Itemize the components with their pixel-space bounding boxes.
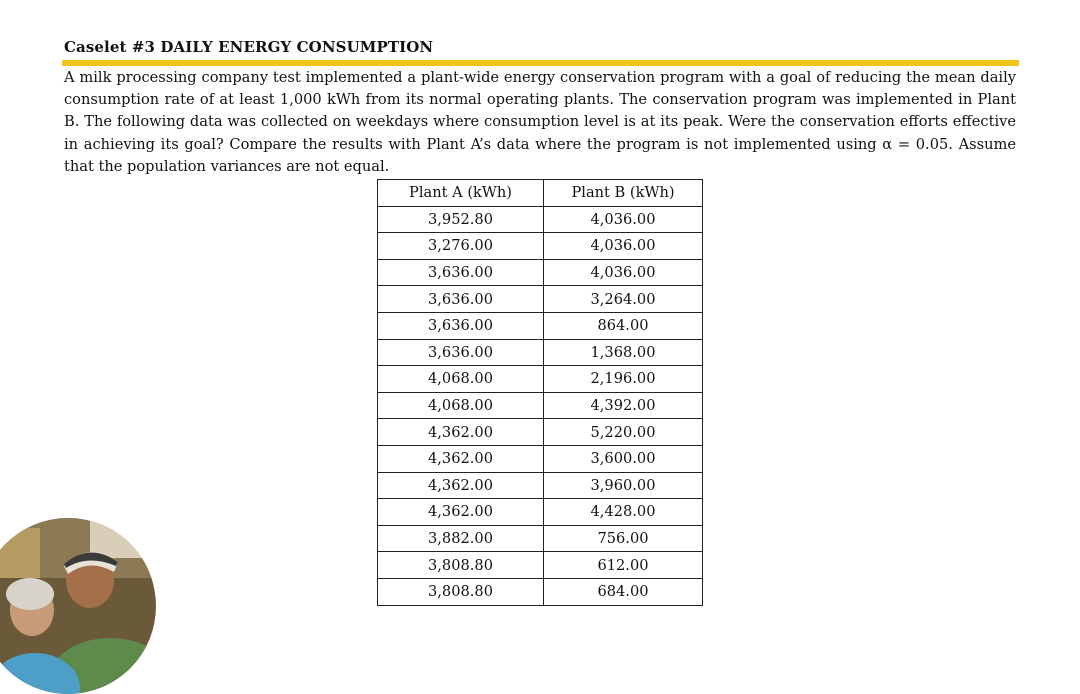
table-row (378, 259, 703, 286)
plant-a-value-cell: 3,808.80 (378, 578, 544, 605)
plant-a-value-cell: 3,276.00 (378, 233, 544, 260)
table-row (378, 392, 703, 419)
table-row (378, 445, 703, 472)
table-row (378, 499, 703, 526)
plant-b-value-cell: 864.00 (544, 312, 703, 339)
table-row (378, 472, 703, 499)
plant-a-value-cell: 3,952.80 (378, 206, 544, 233)
plant-b-value-cell: 4,036.00 (544, 206, 703, 233)
plant-a-value-cell: 3,636.00 (378, 286, 544, 313)
caselet-title: Caselet #3 DAILY ENERGY CONSUMPTION (64, 38, 434, 56)
plant-b-value-cell: 4,428.00 (544, 499, 703, 526)
plant-a-value-cell: 3,636.00 (378, 259, 544, 286)
plant-b-value-cell: 612.00 (544, 552, 703, 579)
table-row (378, 552, 703, 579)
plant-a-value-cell: 4,362.00 (378, 445, 544, 472)
plant-a-value-cell: 3,882.00 (378, 525, 544, 552)
table-row (378, 578, 703, 605)
title-underline-rule (62, 60, 1019, 66)
header-plant-a: Plant A (kWh) (378, 180, 544, 207)
plant-a-value-cell: 4,362.00 (378, 499, 544, 526)
table-row (378, 206, 703, 233)
plant-a-value-cell: 4,068.00 (378, 392, 544, 419)
table-header-row (378, 180, 703, 207)
table-row (378, 366, 703, 393)
table-row (378, 419, 703, 446)
plant-b-value-cell: 684.00 (544, 578, 703, 605)
plant-b-value-cell: 1,368.00 (544, 339, 703, 366)
plant-a-value-cell: 3,636.00 (378, 339, 544, 366)
plant-b-value-cell: 3,264.00 (544, 286, 703, 313)
table-row (378, 525, 703, 552)
plant-b-value-cell: 756.00 (544, 525, 703, 552)
plant-b-value-cell: 4,036.00 (544, 233, 703, 260)
plant-a-value-cell: 4,362.00 (378, 419, 544, 446)
energy-data-table (377, 179, 703, 606)
table-body (378, 206, 703, 605)
header-plant-b: Plant B (kWh) (544, 180, 703, 207)
plant-a-value-cell: 4,068.00 (378, 366, 544, 393)
presenter-photo (0, 518, 156, 694)
plant-b-value-cell: 5,220.00 (544, 419, 703, 446)
problem-statement: A milk processing company test implemented a plant-wide energy conservation program with a goal of reducing the mean daily consumption rate of at least 1,000 kWh from its normal operating plants. The conservation program was implemented in Plant B. The following data was collected on weekdays where consumption level is at its peak. Were the conservation efforts effective in achieving its goal? Compare the results with Plant A’s data where the program is not implemented using α = 0.05. Assume that the population variances are not equal. (64, 69, 1016, 175)
presenter-photo-image (0, 518, 156, 694)
table-row (378, 312, 703, 339)
plant-b-value-cell: 3,960.00 (544, 472, 703, 499)
plant-b-value-cell: 3,600.00 (544, 445, 703, 472)
plant-a-value-cell: 3,808.80 (378, 552, 544, 579)
data-table-container (377, 179, 703, 606)
plant-b-value-cell: 4,036.00 (544, 259, 703, 286)
table-row (378, 233, 703, 260)
plant-b-value-cell: 4,392.00 (544, 392, 703, 419)
table-row (378, 339, 703, 366)
table-row (378, 286, 703, 313)
plant-b-value-cell: 2,196.00 (544, 366, 703, 393)
plant-a-value-cell: 4,362.00 (378, 472, 544, 499)
plant-a-value-cell: 3,636.00 (378, 312, 544, 339)
